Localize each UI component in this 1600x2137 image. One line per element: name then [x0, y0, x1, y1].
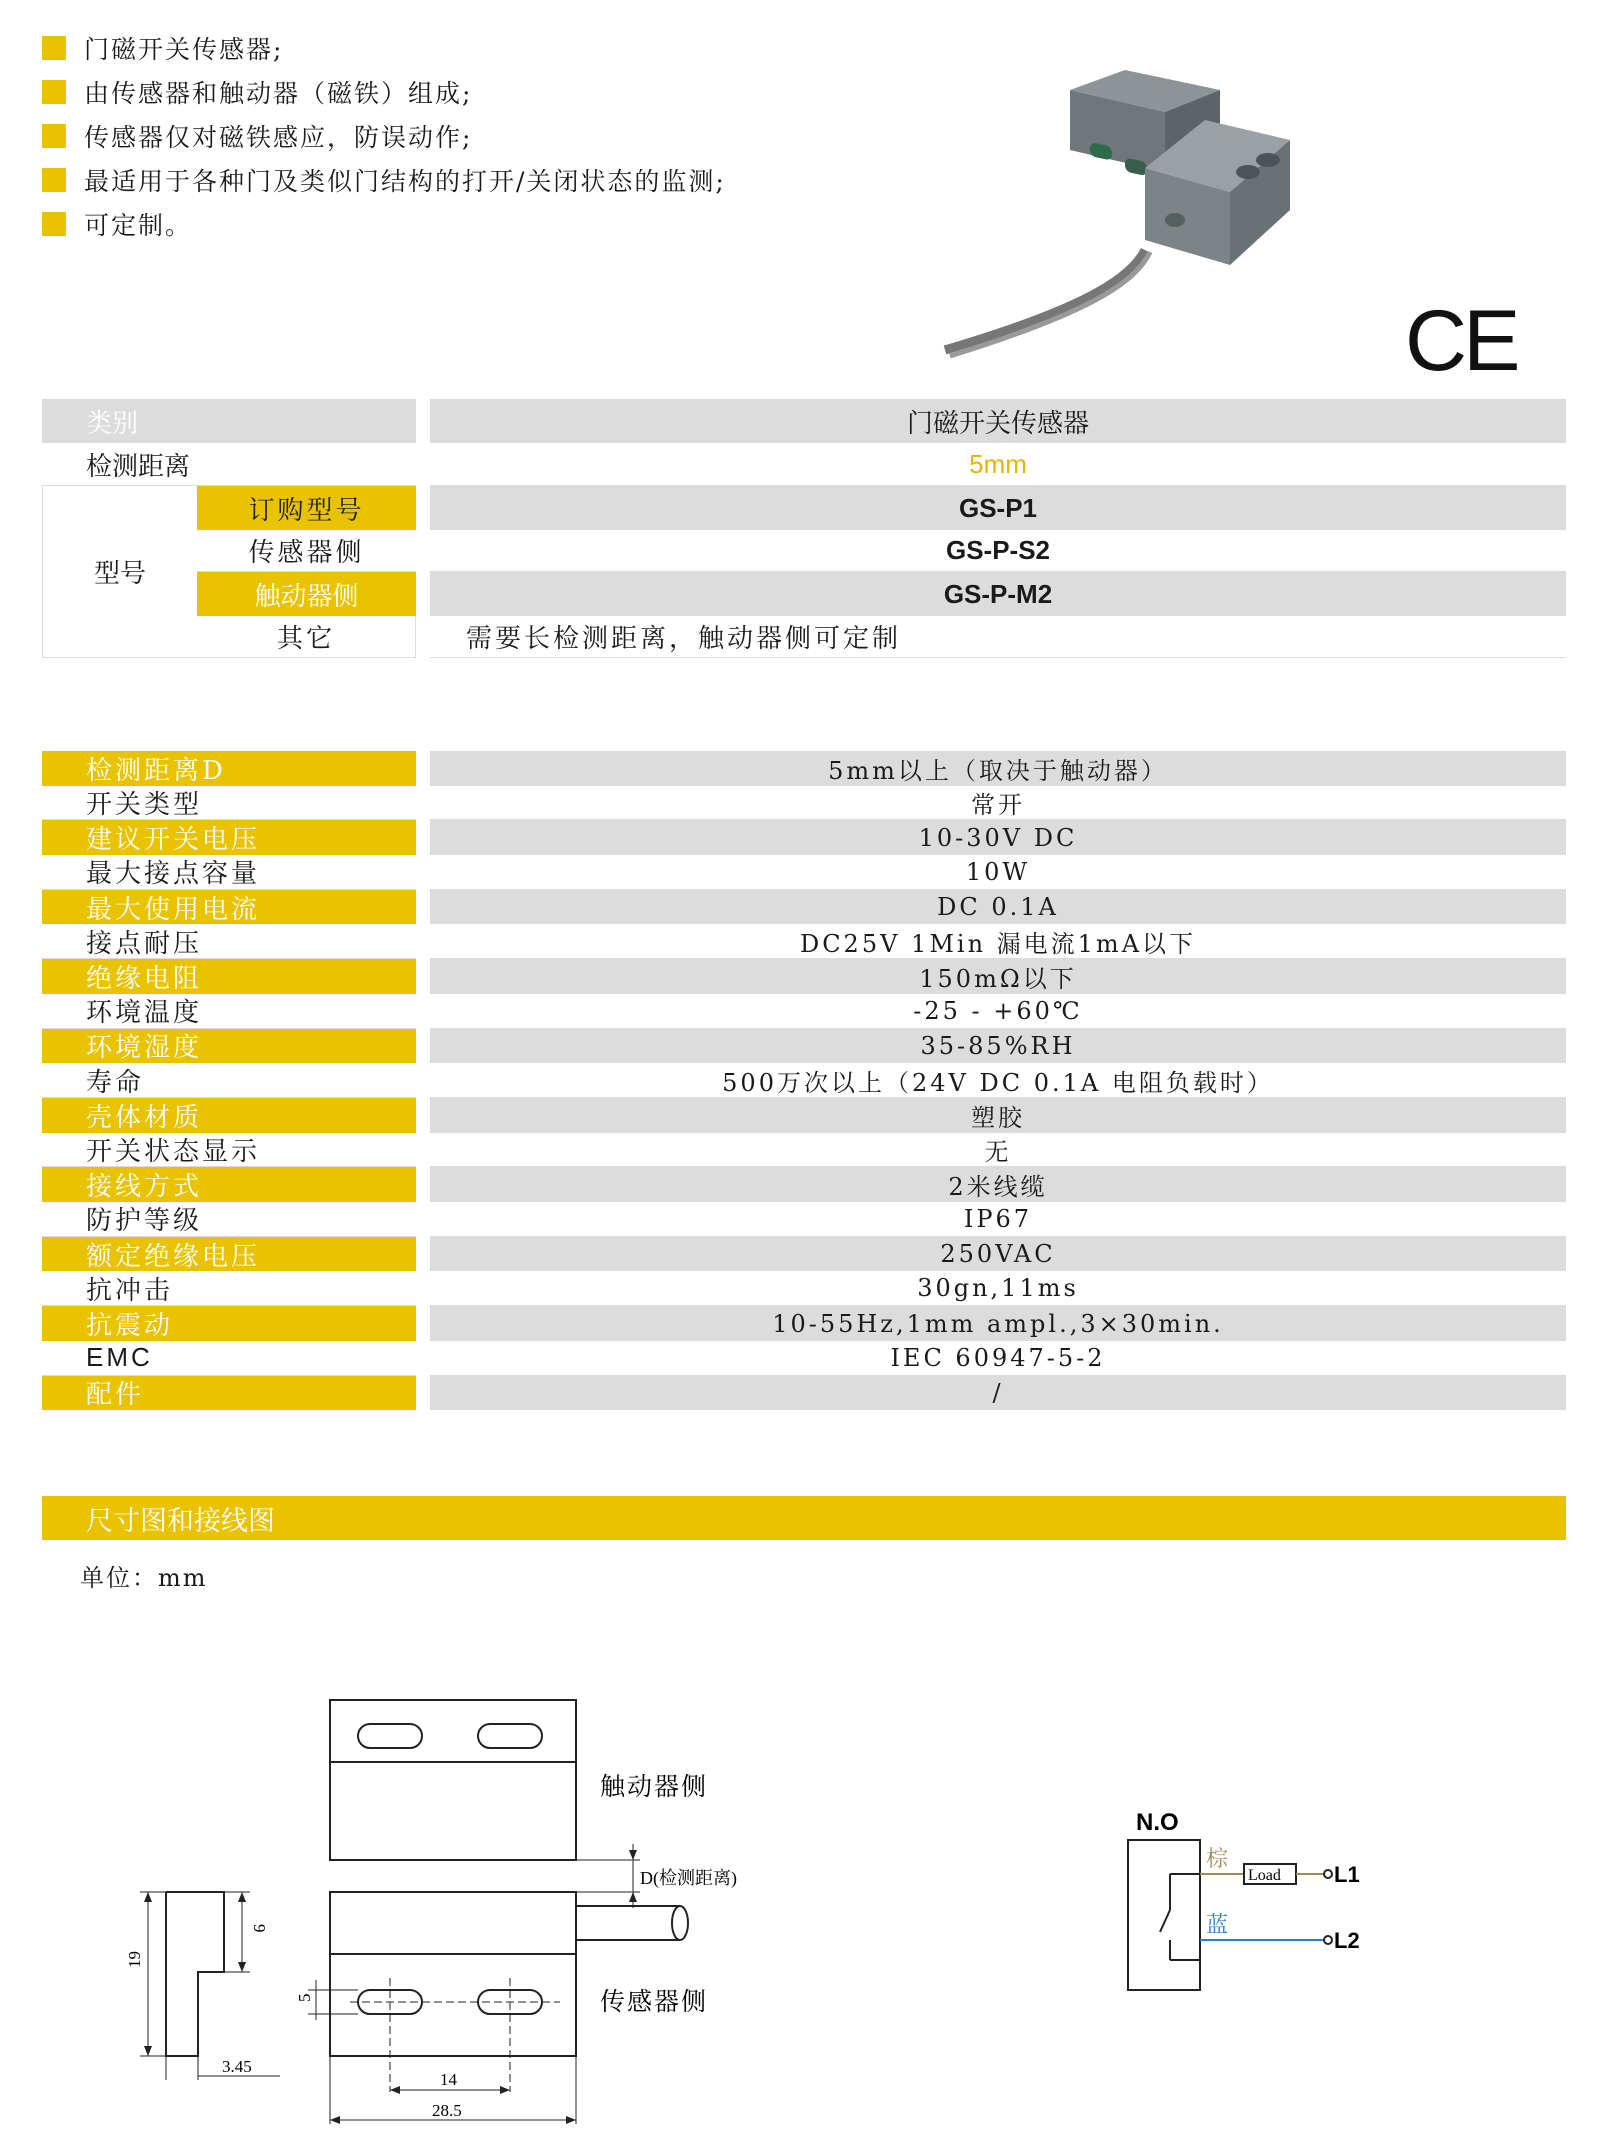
feature-text: 最适用于各种门及类似门结构的打开/关闭状态的监测; [84, 167, 726, 196]
feature-text: 传感器仅对磁铁感应，防误动作; [84, 123, 473, 152]
bullet-square-icon [42, 212, 66, 236]
spec-label: 抗冲击 [42, 1272, 416, 1307]
spec-label: 接点耐压 [42, 925, 416, 960]
sensor-label: 传感器侧 [600, 1989, 709, 2016]
model-row-label: 订购型号 [197, 486, 416, 530]
dim-5: 5 [295, 1993, 314, 2002]
spec-value: 5mm以上（取决于触动器） [430, 751, 1566, 786]
load-label: Load [1248, 1867, 1281, 1884]
dim-9: 9 [250, 1924, 269, 1933]
dim-19: 19 [125, 1951, 144, 1968]
spec-value: 150mΩ以下 [430, 959, 1566, 994]
spec-value: IP67 [430, 1202, 1566, 1237]
feature-item [42, 114, 726, 158]
spec-label: 绝缘电阻 [42, 959, 416, 994]
distance-value: 5mm [430, 443, 1566, 486]
spec-value: 35-85%RH [430, 1029, 1566, 1064]
spec-label: 抗震动 [42, 1306, 416, 1341]
spec-value: 30gn,11ms [430, 1272, 1566, 1307]
dim-3-45: 3.45 [222, 2057, 252, 2076]
spec-value: 2米线缆 [430, 1167, 1566, 1202]
model-label: 型号 [42, 486, 197, 658]
spec-value: 10-30V DC [430, 820, 1566, 855]
brown-wire-label: 棕 [1206, 1847, 1229, 1872]
spec-value: 常开 [430, 786, 1566, 821]
spec-label: 检测距离D [42, 751, 416, 786]
spec-label: 防护等级 [42, 1202, 416, 1237]
spec-label: 最大使用电流 [42, 890, 416, 925]
spec-value: 500万次以上（24V DC 0.1A 电阻负载时） [430, 1063, 1566, 1098]
distance-dim-label: D(检测距离) [640, 1868, 737, 1888]
feature-item [42, 158, 726, 202]
category-label: 类别 [42, 399, 416, 443]
spec-value: / [430, 1376, 1566, 1411]
model-row-value: 需要长检测距离，触动器侧可定制 [430, 616, 1566, 658]
dimension-drawing [120, 1680, 820, 2130]
l1-label: L1 [1334, 1862, 1360, 1887]
feature-text: 由传感器和触动器（磁铁）组成; [84, 79, 473, 108]
feature-text: 门磁开关传感器; [84, 35, 284, 64]
feature-list [42, 26, 726, 246]
spec-label: 开关类型 [42, 786, 416, 821]
blue-wire-label: 蓝 [1206, 1913, 1229, 1938]
spec-label: 开关状态显示 [42, 1133, 416, 1168]
actuator-label: 触动器侧 [600, 1774, 709, 1801]
category-value: 门磁开关传感器 [430, 399, 1566, 443]
spec-label: EMC [42, 1341, 416, 1376]
feature-item [42, 202, 726, 246]
spec-value: DC25V 1Min 漏电流1mA以下 [430, 925, 1566, 960]
model-row-label: 传感器侧 [197, 530, 416, 572]
model-row-label: 其它 [197, 616, 416, 658]
spec-label: 环境温度 [42, 994, 416, 1029]
spec-label: 壳体材质 [42, 1098, 416, 1133]
spec-value: 250VAC [430, 1237, 1566, 1272]
feature-item [42, 26, 726, 70]
wiring-diagram [1120, 1800, 1380, 2000]
product-photo [930, 60, 1300, 360]
model-row-label: 触动器侧 [197, 572, 416, 616]
model-row-value: GS-P-M2 [430, 572, 1566, 616]
l2-label: L2 [1334, 1928, 1360, 1953]
feature-text: 可定制。 [84, 211, 193, 240]
dim-14: 14 [440, 2070, 457, 2089]
bullet-square-icon [42, 80, 66, 104]
spec-label: 额定绝缘电压 [42, 1237, 416, 1272]
dim-28-5: 28.5 [432, 2101, 462, 2120]
spec-label: 配件 [42, 1376, 416, 1411]
spec-label: 最大接点容量 [42, 855, 416, 890]
unit-label: 单位：mm [80, 1564, 208, 1592]
section-header: 尺寸图和接线图 [42, 1496, 1566, 1540]
spec-label: 接线方式 [42, 1167, 416, 1202]
spec-value: 10W [430, 855, 1566, 890]
spec-value: DC 0.1A [430, 890, 1566, 925]
spec-label: 寿命 [42, 1063, 416, 1098]
ce-mark: CE [1405, 293, 1517, 389]
model-row-value: GS-P1 [430, 486, 1566, 530]
wiring-title: N.O [1136, 1809, 1179, 1836]
spec-value: -25 - +60℃ [430, 994, 1566, 1029]
model-row-value: GS-P-S2 [430, 530, 1566, 572]
spec-value: 无 [430, 1133, 1566, 1168]
bullet-square-icon [42, 124, 66, 148]
spec-value: IEC 60947-5-2 [430, 1341, 1566, 1376]
bullet-square-icon [42, 36, 66, 60]
spec-label: 建议开关电压 [42, 820, 416, 855]
distance-label: 检测距离 [42, 443, 416, 486]
spec-value: 塑胶 [430, 1098, 1566, 1133]
bullet-square-icon [42, 168, 66, 192]
spec-label: 环境湿度 [42, 1029, 416, 1064]
feature-item [42, 70, 726, 114]
spec-value: 10-55Hz,1mm ampl.,3×30min. [430, 1306, 1566, 1341]
